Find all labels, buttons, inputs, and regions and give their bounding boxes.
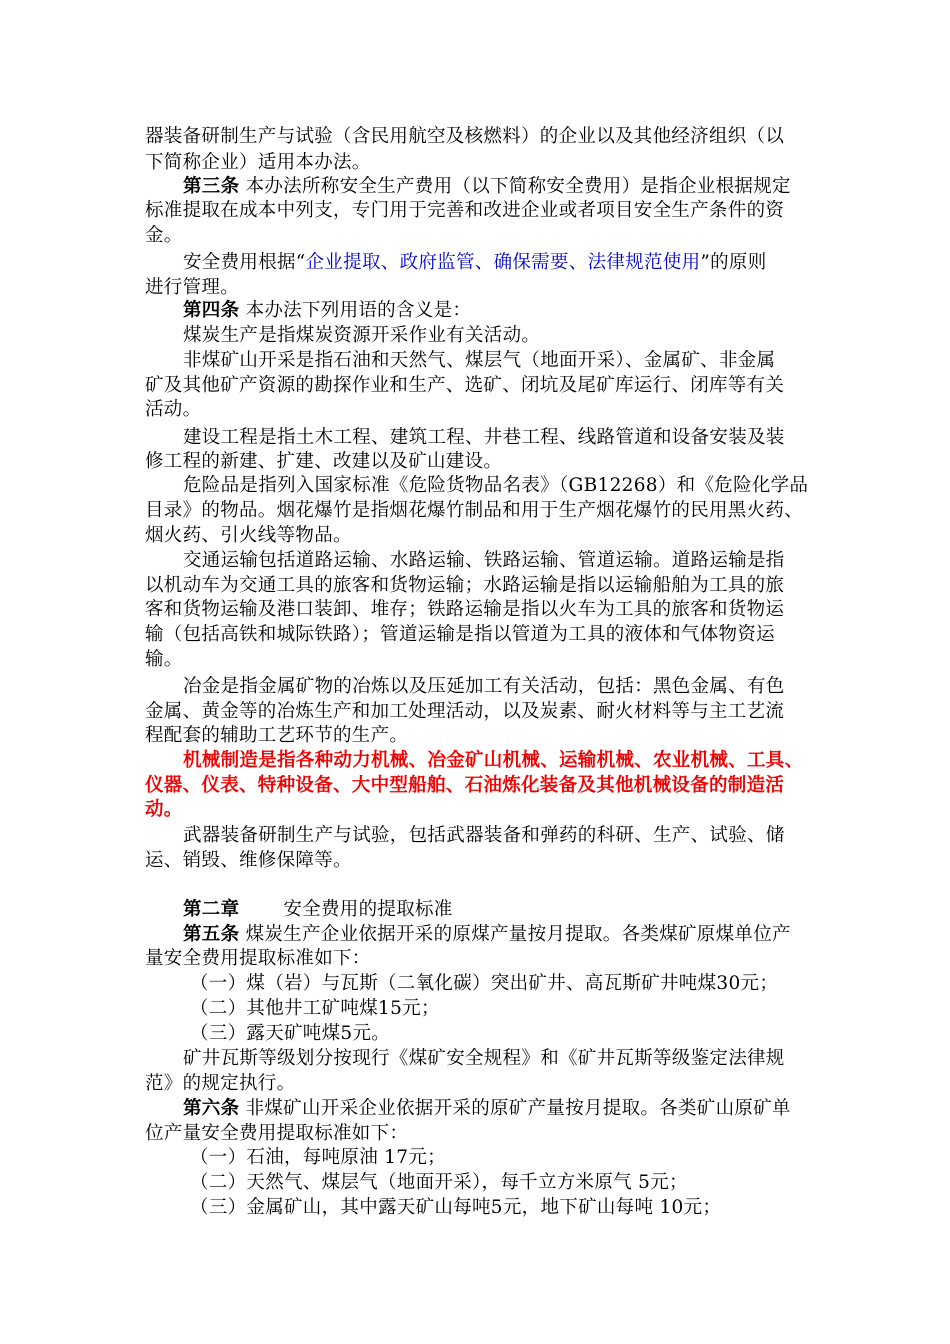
text-line: 建设工程是指土木工程、建筑工程、井巷工程、线路管道和设备安装及装 [183,427,785,448]
text-line: 非煤矿山开采是指石油和天然气、煤层气（地面开采）、金属矿、非金属 [183,350,776,371]
text-line: 器装备研制生产与试验（含民用航空及核燃料）的企业以及其他经济组织（以 [145,126,785,147]
text-line: 客和货物运输及港口装卸、堆存；铁路运输是指以火车为工具的旅客和货物运 [145,599,785,620]
text-line: 量安全费用提取标准如下： [145,948,371,969]
text-line: 武器装备研制生产与试验，包括武器装备和弹药的科研、生产、试验、储 [183,825,785,846]
text-line: 危险品是指列入国家标准《危险货物品名表》（GB12268）和《危险化学品 [183,475,809,496]
text-line: 金属、黄金等的冶炼生产和加工处理活动，以及炭素、耐火材料等与主工艺流 [145,701,785,722]
emphasis-line: 动。 [145,799,183,820]
text-line: 煤炭生产是指煤炭资源开采作业有关活动。 [183,325,541,346]
article-heading: 第三条 [183,176,240,197]
text-line: 矿及其他矿产资源的勘探作业和生产、选矿、闭坑及尾矿库运行、闭库等有关 [145,375,785,396]
text-line: 冶金是指金属矿物的冶炼以及压延加工有关活动，包括：黑色金属、有色 [183,676,785,697]
text-line: 程配套的辅助工艺环节的生产。 [145,725,409,746]
text-line: 进行管理。 [145,277,240,298]
text-line: 交通运输包括道路运输、水路运输、铁路运输、管道运输。道路运输是指 [183,550,785,571]
article-3: 第三条 本办法所称安全生产费用（以下简称安全费用）是指企业根据规定 [183,176,791,197]
article-4: 第四条 本办法下列用语的含义是： [183,300,472,321]
article-5: 第五条 煤炭生产企业依据开采的原煤产量按月提取。各类煤矿原煤单位产 [183,924,791,945]
text-line: 目录》的物品。烟花爆竹是指烟花爆竹制品和用于生产烟花爆竹的民用黑火药、 [145,500,804,521]
emphasis-line: 仪器、仪表、特种设备、大中型船舶、石油炼化装备及其他机械设备的制造活 [145,775,785,796]
text-line: 位产量安全费用提取标准如下： [145,1123,409,1144]
text-line: 标准提取在成本中列支，专门用于完善和改进企业或者项目安全生产条件的资 [145,200,785,221]
chapter-number: 第二章 [183,899,240,920]
text-line: 运、销毁、维修保障等。 [145,850,352,871]
text-line: 活动。 [145,399,202,420]
article-heading: 第五条 [183,924,240,945]
text-line: 范》的规定执行。 [145,1073,296,1094]
text-line: 输（包括高铁和城际铁路）；管道运输是指以管道为工具的液体和气体物资运 [145,624,775,645]
text-line: 修工程的新建、扩建、改建以及矿山建设。 [145,451,503,472]
list-item: （三）露天矿吨煤5元。 [190,1023,391,1044]
chapter-heading [183,898,453,922]
text-line: 矿井瓦斯等级划分按现行《煤矿安全规程》和《矿井瓦斯等级鉴定法律规 [183,1048,785,1069]
text-line: 以机动车为交通工具的旅客和货物运输；水路运输是指以运输船舶为工具的旅 [145,575,785,596]
principle-line: 安全费用根据“企业提取、政府监管、确保需要、法律规范使用”的原则 [183,252,767,273]
text-line: 输。 [145,649,183,670]
article-heading: 第六条 [183,1098,240,1119]
text-line: 金。 [145,225,183,246]
list-item: （一）石油，每吨原油 17元； [190,1147,446,1168]
chapter-title: 安全费用的提取标准 [283,899,453,920]
principle-highlight: 企业提取、政府监管、确保需要、法律规范使用 [305,252,701,273]
article-heading: 第四条 [183,300,240,321]
list-item: （三）金属矿山，其中露天矿山每吨5元，地下矿山每吨 10元； [190,1197,722,1218]
text-line: 下简称企业）适用本办法。 [145,152,371,173]
list-item: （二）天然气、煤层气（地面开采），每千立方米原气 5元； [190,1172,688,1193]
emphasis-line: 机械制造是指各种动力机械、冶金矿山机械、运输机械、农业机械、工具、 [183,750,804,771]
list-item: （二）其他井工矿吨煤15元； [190,998,440,1019]
text-line: 烟火药、引火线等物品。 [145,525,352,546]
article-6: 第六条 非煤矿山开采企业依据开采的原矿产量按月提取。各类矿山原矿单 [183,1098,791,1119]
list-item: （一）煤（岩）与瓦斯（二氧化碳）突出矿井、高瓦斯矿井吨煤30元； [190,973,779,994]
